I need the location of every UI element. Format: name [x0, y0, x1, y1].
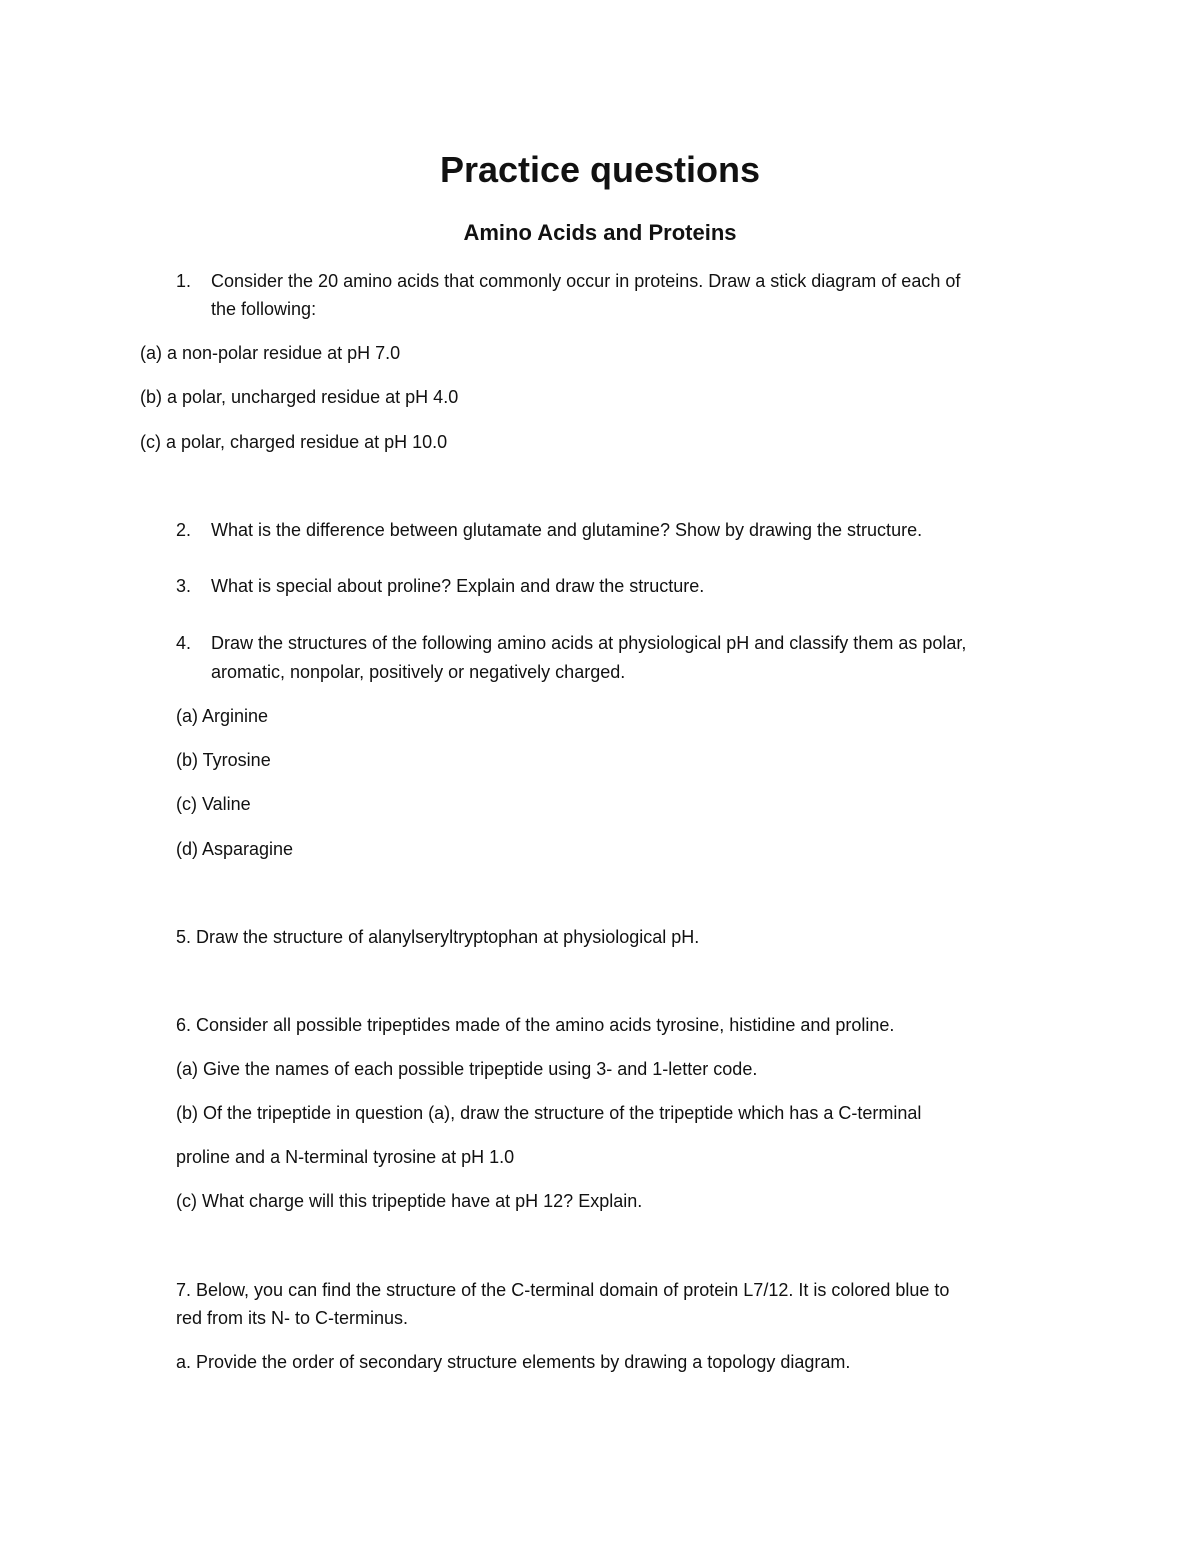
question-6-part-a: (a) Give the names of each possible tripeptide using 3- and 1-letter code.	[176, 1059, 758, 1079]
question-1-text-line1: Consider the 20 amino acids that commonly occur in proteins. Draw a stick diagram of each of	[211, 271, 961, 291]
page-title: Practice questions	[439, 149, 761, 190]
question-6-text: 6. Consider all possible tripeptides made of the amino acids tyrosine, histidine and proline.	[176, 1015, 895, 1035]
question-1-part-c: (c) a polar, charged residue at pH 10.0	[140, 432, 448, 452]
question-4-part-c: (c) Valine	[176, 794, 251, 814]
question-3-number: 3.	[176, 576, 192, 596]
question-1-number: 1.	[176, 271, 192, 291]
question-2-text: What is the difference between glutamate and glutamine? Show by drawing the structure.	[211, 520, 923, 540]
question-7-text-line1: 7. Below, you can find the structure of the C-terminal domain of protein L7/12. It is colored blue to	[176, 1280, 950, 1300]
question-4-part-a: (a) Arginine	[176, 706, 269, 726]
question-6-part-c: (c) What charge will this tripeptide have at pH 12? Explain.	[176, 1191, 643, 1211]
question-6-part-b-line1: (b) Of the tripeptide in question (a), draw the structure of the tripeptide which has a C-terminal	[176, 1103, 922, 1123]
question-4-text-line1: Draw the structures of the following amino acids at physiological pH and classify them as polar,	[211, 633, 967, 653]
question-6-part-b-line2: proline and a N-terminal tyrosine at pH 1.0	[176, 1147, 515, 1167]
question-4-part-b: (b) Tyrosine	[176, 750, 271, 770]
question-4-number: 4.	[176, 633, 192, 653]
question-5-text: 5. Draw the structure of alanylseryltryptophan at physiological pH.	[176, 927, 700, 947]
page-subtitle: Amino Acids and Proteins	[463, 220, 737, 245]
question-1-part-b: (b) a polar, uncharged residue at pH 4.0	[140, 387, 459, 407]
question-4-text-line2: aromatic, nonpolar, positively or negatively charged.	[211, 662, 626, 682]
question-7-part-a: a. Provide the order of secondary structure elements by drawing a topology diagram.	[176, 1352, 851, 1372]
question-7-text-line2: red from its N- to C-terminus.	[176, 1308, 409, 1328]
question-4-part-d: (d) Asparagine	[176, 839, 294, 859]
question-3-text: What is special about proline? Explain and draw the structure.	[211, 576, 705, 596]
question-1-part-a: (a) a non-polar residue at pH 7.0	[140, 343, 401, 363]
question-1-text-line2: the following:	[211, 299, 317, 319]
question-2-number: 2.	[176, 520, 192, 540]
